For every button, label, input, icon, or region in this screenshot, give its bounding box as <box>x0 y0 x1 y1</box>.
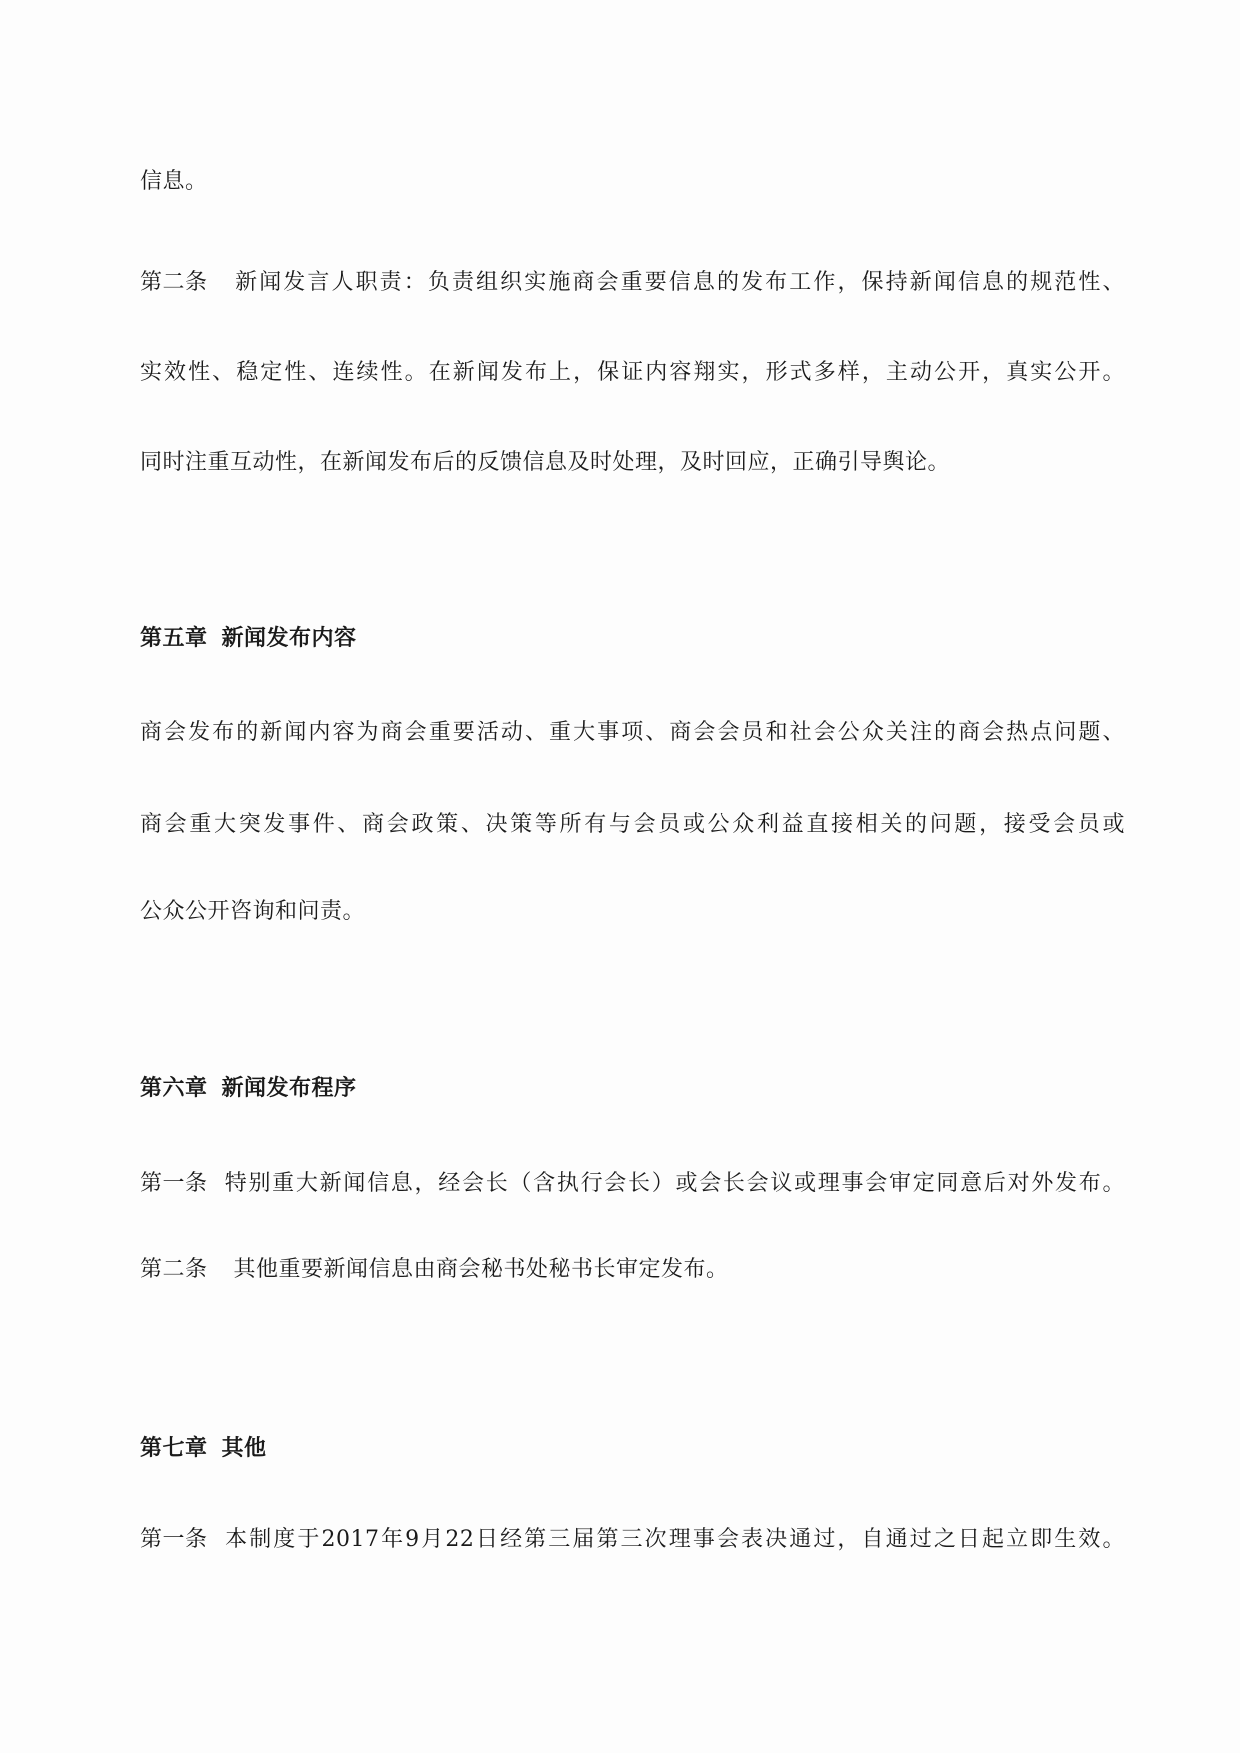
chapter-title: 其他 <box>221 1436 267 1461</box>
article-ch4-2-line-3 <box>140 448 950 478</box>
article-label: 第二条 <box>140 270 208 295</box>
paragraph-text: 新闻发言人职责：负责组织实施商会重要信息的发布工作，保持新闻信息的规范性、 <box>233 270 1125 295</box>
chapter-heading-7 <box>140 1434 267 1464</box>
paragraph-text: 同时注重互动性，在新闻发布后的反馈信息及时处理，及时回应，正确引导舆论。 <box>140 450 951 475</box>
chapter-title: 新闻发布内容 <box>221 626 357 651</box>
paragraph-text: 特别重大新闻信息，经会长（含执行会长）或会长会议或理事会审定同意后对外发布。 <box>223 1171 1125 1196</box>
paragraph-text: 商会发布的新闻内容为商会重要活动、重大事项、商会会员和社会公众关注的商会热点问题、 <box>140 720 1125 745</box>
article-label: 第一条 <box>140 1171 208 1196</box>
article-ch6-1 <box>140 1169 1125 1199</box>
chapter-title: 新闻发布程序 <box>221 1076 357 1101</box>
chapter-5-line-2 <box>140 810 1125 840</box>
chapter-number: 第六章 <box>140 1076 208 1101</box>
paragraph-text: 其他重要新闻信息由商会秘书处秘书长审定发布。 <box>233 1257 729 1282</box>
article-label: 第二条 <box>140 1257 208 1282</box>
chapter-heading-5 <box>140 624 357 654</box>
paragraph-text: 信息。 <box>140 169 208 194</box>
chapter-number: 第七章 <box>140 1436 208 1461</box>
chapter-5-line-1 <box>140 718 1125 748</box>
article-ch6-2 <box>140 1255 729 1285</box>
paragraph-text: 公众公开咨询和问责。 <box>140 899 366 924</box>
article-ch7-1 <box>140 1525 1125 1555</box>
paragraph-text: 本制度于2017年9月22日经第三届第三次理事会表决通过，自通过之日起立即生效。 <box>223 1527 1125 1552</box>
chapter-5-line-3 <box>140 897 365 927</box>
chapter-number: 第五章 <box>140 626 208 651</box>
paragraph-text: 商会重大突发事件、商会政策、决策等所有与会员或公众利益直接相关的问题，接受会员或 <box>140 812 1125 837</box>
continuation-text <box>140 167 208 197</box>
article-label: 第一条 <box>140 1527 208 1552</box>
article-ch4-2-line-2 <box>140 358 1125 388</box>
chapter-heading-6 <box>140 1074 357 1104</box>
paragraph-text: 实效性、稳定性、连续性。在新闻发布上，保证内容翔实，形式多样，主动公开，真实公开。 <box>140 360 1125 385</box>
article-ch4-2-line-1 <box>140 268 1125 298</box>
